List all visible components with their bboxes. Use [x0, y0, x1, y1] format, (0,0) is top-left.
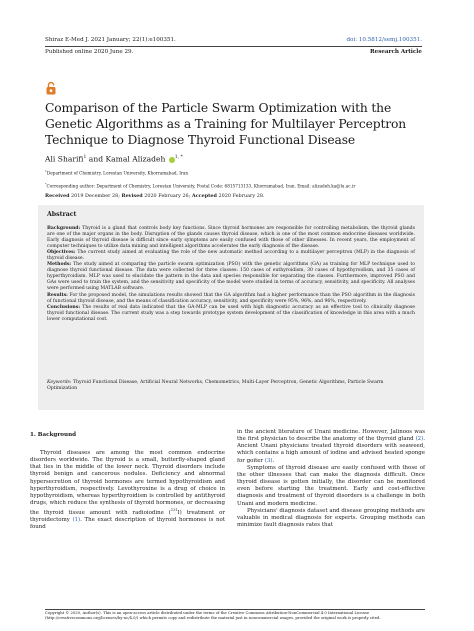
keywords-label: Keywords: — [47, 380, 72, 385]
article-title: Comparison of the Particle Swarm Optimization with the Genetic Algorithms as a Training for Multilayer Perceptron Technique to Diagnose Thyroid Functional Disease — [45, 101, 406, 147]
author-affiliation-mark: 1, * — [174, 155, 183, 160]
body-text: I) treatment or thyroidectomy — [30, 510, 225, 524]
body-column-right — [237, 429, 425, 529]
affiliation-mark: 1 — [45, 169, 47, 173]
affiliation — [45, 168, 420, 176]
body-column-left — [30, 450, 225, 532]
keywords — [47, 380, 415, 392]
body-paragraph: Symptoms of thyroid disease are easily confused with those of the other illnesses that can make the diagnosis difficult. Once thyroid disease is gotten initially, the disorder can be monitored even before starting the treatment. Early and cost-effective diagnosis and treatment of thyroid disorders is a challenge in both Unani and modern medicine. — [237, 464, 425, 507]
published-date: Published online 2020 June 29. — [45, 49, 134, 55]
received-date: 2019 December 28; — [69, 193, 122, 199]
accepted-date: 2020 February 28. — [216, 193, 265, 199]
citation-link[interactable]: (2) — [415, 436, 424, 443]
header-rule — [45, 46, 422, 47]
body-paragraph: Physicians' diagnosis dataset and disease grouping methods are valuable in medical diagnosis for experts. Grouping methods can minimize fault diagnosis rates that — [237, 507, 425, 529]
author-conjunction: and — [86, 154, 106, 164]
results-label: Results: — [47, 292, 68, 298]
journal-citation: Shiraz E-Med J. 2021 January; 22(1):e100351. — [45, 37, 176, 43]
abstract-objectives — [47, 250, 415, 262]
correspondence-text: Corresponding author: Department of Chemistry, Lorestan University, Postal Code: 6815713133, Khorramabad, Iran. Email: alizadeh.ka@lu.ac.ir — [46, 183, 356, 189]
abstract-background — [47, 226, 415, 250]
affiliation-text: Department of Chemistry, Lorestan University, Khorramabad, Iran — [46, 170, 189, 176]
author-name[interactable]: Ali Sharifi — [45, 154, 84, 164]
abstract-results — [47, 293, 415, 305]
doi-link[interactable]: doi: 10.5812/semj.100351. — [346, 37, 422, 43]
results-text: For the proposed model, the simulations results showed that the GA algorithm had a higher performance than the PSO algorithm in the diagnosis of functional thyroid disease, and the means of classification accuracy, sensitivity, and specificity were 95%, 96%, and 96%, respectively. — [47, 292, 415, 304]
correspondence-mark: * — [45, 182, 47, 186]
author-affiliation-mark: 1 — [83, 155, 87, 160]
article-type: Research Article — [370, 49, 422, 55]
body-text: . The exact description of thyroid hormones is not found — [30, 517, 226, 531]
author-list — [45, 153, 183, 165]
correspondence — [45, 181, 420, 189]
abstract-box — [38, 205, 424, 410]
body-text: in the ancient literature of Unani medicine. However, Jalinoos was the first physician to describe the anatomy of the thyroid gland — [237, 429, 425, 443]
revised-date: 2020 February 26; — [142, 193, 192, 199]
abstract-methods — [47, 262, 415, 292]
methods-label: Methods: — [47, 262, 72, 268]
objectives-text: The current study aimed at evaluating the role of the new automatic method according to a multilayer perceptron (MLP) in the diagnosis of thyroid disease. — [47, 250, 415, 262]
body-paragraph — [30, 450, 225, 532]
revised-label: Revised — [121, 193, 143, 199]
conclusions-label: Conclusions: — [47, 304, 81, 310]
article-history — [45, 193, 265, 199]
accepted-label: Accepted — [191, 193, 217, 199]
citation-link[interactable]: (3) — [264, 457, 273, 464]
objectives-label: Objectives: — [47, 250, 76, 256]
body-text: . — [272, 457, 275, 464]
body-paragraph — [237, 429, 425, 465]
citation-link[interactable]: (1) — [72, 517, 81, 524]
body-text: Thyroid diseases are among the most common endocrine disorders worldwide. The thyroid is a small, butterfly-shaped gland that lies in the middle of the lower neck. Thyroid disorders include thyroid benign and cancerous nodules. Deficiency and abnormal hypersecretion of thyroid hormones are termed hypothyroidism and hyperthyroidism, respectively. Levothyroxine is a drug of choice in hypothyroidism, whereas hyperthyroidism is controlled by antithyroid drugs, which reduce the synthesis of thyroid hormones, or decreasing the thyroid tissue amount with radioiodine ( — [30, 450, 225, 517]
isotope-superscript: 131 — [170, 508, 178, 513]
body-text: . Ancient Unani physicians treated thyroid disorders with seaweed, which contains a high amount of iodine and advised heated sponge for goiter — [237, 436, 425, 464]
copyright-notice: Copyright © 2020, Author(s). This is an open-access article distributed under the terms of the Creative Commons Attribution-NonCommercial 4.0 International License (http://creativecommons.org/licenses/by-nc/4.0/) which permits copy and redistribute the material just in noncommercial usages, provided the original work is properly cited. — [45, 610, 381, 620]
section-heading: 1. Background — [30, 432, 77, 438]
open-access-icon — [45, 81, 57, 95]
conclusions-text: The results of real data indicated that the GA-MLP can be used with high diagnostic accuracy as an effective tool to clinically diagnose thyroid functional disease. The current study was a step towards prototype system development of the classification of knowledge in this area with a much lower computational cost. — [47, 304, 415, 322]
background-label: Background: — [47, 226, 81, 231]
author-name[interactable]: Kamal Alizadeh — [105, 154, 166, 164]
abstract-body — [47, 226, 415, 323]
background-text: Thyroid is a gland that controls body key functions. Since thyroid hormones are responsible for controlling metabolism, the thyroid glands are one of the major organs in the body. Disruption of the glands causes thyroid disease, which is one of the most common endocrine diseases worldwide. Early diagnosis of thyroid disease is difficult since early symptoms are easily confused with those of other illnesses. In recent years, the employment of computer techniques to utilize data mining and intelligent algorithms accelerates the early diagnosis of the disease. — [47, 226, 415, 250]
methods-text: The study aimed at comparing the particle swarm optimization (PSO) with the genetic algorithms (GA) as training for MLP technique used to diagnose thyroid functional disease. The data were collected for three classes: 150 cases of euthyroidism, 30 cases of hypothyroidism, and 35 cases of hyperthyroidism. MLP was used to elucidate the pattern in the data and species responsible for separating the classes. Furthermore, improved PSO and GAs were used to train the system, and the sensitivity and specificity of the model were studied in terms of accuracy, sensitivity, and specificity. All analyses were performed using MATLAB software. — [47, 262, 415, 292]
received-label: Received — [45, 193, 70, 199]
abstract-heading: Abstract — [47, 211, 77, 218]
abstract-conclusions — [47, 305, 415, 323]
keywords-text: Thyroid Functional Disease, Artificial Neural Networks, Chemometrics, Multi-Layer Perceptron, Genetic Algorithms, Particle Swarm Optimization — [47, 380, 384, 391]
